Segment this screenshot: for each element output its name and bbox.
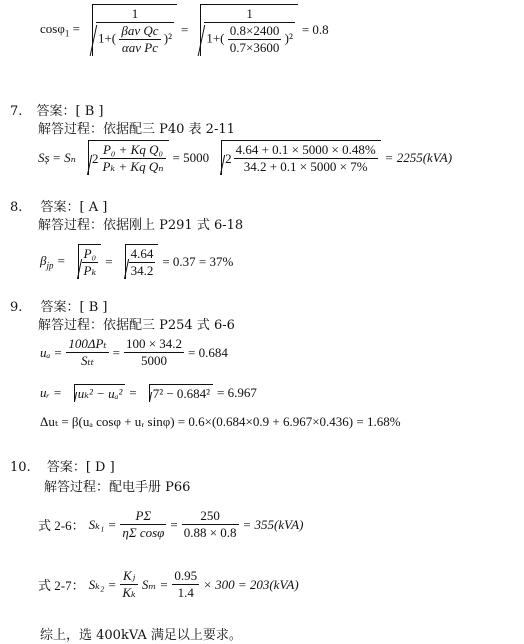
q10-process: 解答过程：配电手册 P66 — [44, 480, 191, 495]
q10-formula-2: 式 2-7： Sₖ₂ = $\frac{\text{Kⱼ}}{\text{Kₖ}}$ Sₘ = $\frac{0.95}{1.4}$ × 300 = 203(kVA) — [38, 568, 299, 600]
q8-process: 解答过程：依据刚上 P291 式 6-18 — [38, 218, 244, 233]
q7-header — [10, 100, 104, 119]
q7-process: 解答过程：依据配三 P40 表 2-11 — [38, 122, 235, 137]
q8-number: 8. — [10, 200, 23, 215]
q9-answer: 答案：[ B ] — [40, 300, 108, 315]
q9-number: 9. — [10, 300, 23, 315]
q9-header — [10, 296, 108, 315]
q10-conclusion: 综上，选 400kVA 满足以上要求。 — [40, 628, 242, 643]
q7-formula: Sș = Sₙ 2 $\frac{\text{P₀ + Kq Q₀}}{\text{Pₖ + Kq Qₙ}}$ = 5000 2 $\frac{4.64 + 0.1 \times 5000 \times 0.48\%}{34.2 + 0.1 \times 5000 \times 7\%}$ = 2255(kVA) — [38, 142, 453, 174]
q9-process: 解答过程：依据配三 P254 式 6-6 — [38, 318, 235, 333]
top-formula-sqrt1: 1 1+( $\frac{\text{βav Qc}}{\text{αav Pc}}$ )² — [92, 4, 177, 56]
q9-du-formula: Δuₜ = β(uₐ cosφ + uᵣ sinφ) = 0.6×(0.684×0.9 + 6.967×0.436) = 1.68% — [40, 414, 401, 429]
q7-number: 7. — [10, 104, 23, 119]
top-formula-lhs: cosφ$_1$ = — [40, 21, 80, 39]
q8-answer: 答案：[ A ] — [40, 200, 108, 215]
q8-formula: $\beta_{jp}$ = $\frac{\text{P₀}}{\text{Pₖ}}$ = $\frac{4.64}{34.2}$ = 0.37 = 37% — [40, 246, 234, 278]
q9-ua-formula: uₐ = $\frac{\text{100ΔPₜ}}{\text{Sₜₜ}}$ = $\frac{100 \times 34.2}{5000}$ = 0.684 — [40, 336, 228, 368]
q10-formula-1: 式 2-6： Sₖ₁ = $\frac{P\Sigma}{\text{ηΣ cosφ}}$ = $\frac{250}{0.88 \times 0.8}$ = 355(kVA) — [38, 508, 304, 540]
top-formula-result: = 0.8 — [301, 22, 329, 37]
q10-number: 10. — [10, 460, 31, 475]
q9-ur-formula: uᵣ = uₖ² − uₐ² = 7² − 0.684² = 6.967 — [40, 385, 257, 401]
q8-header — [10, 196, 107, 215]
q10-header — [10, 456, 115, 475]
q10-answer: 答案：[ D ] — [46, 460, 115, 475]
q7-answer: 答案：[ B ] — [36, 104, 104, 119]
top-formula: cosφ$_1$ = 1 1+( $\frac{\text{βav Qc}}{\text{αav Pc}}$ )² = 1 1+( $\frac{0.8\times 2400}{0.7\times 3600}$ )² = 0.8 — [40, 6, 329, 55]
top-formula-sqrt2: 1 1+( $\frac{0.8\times 2400}{0.7\times 3600}$ )² — [200, 4, 298, 56]
